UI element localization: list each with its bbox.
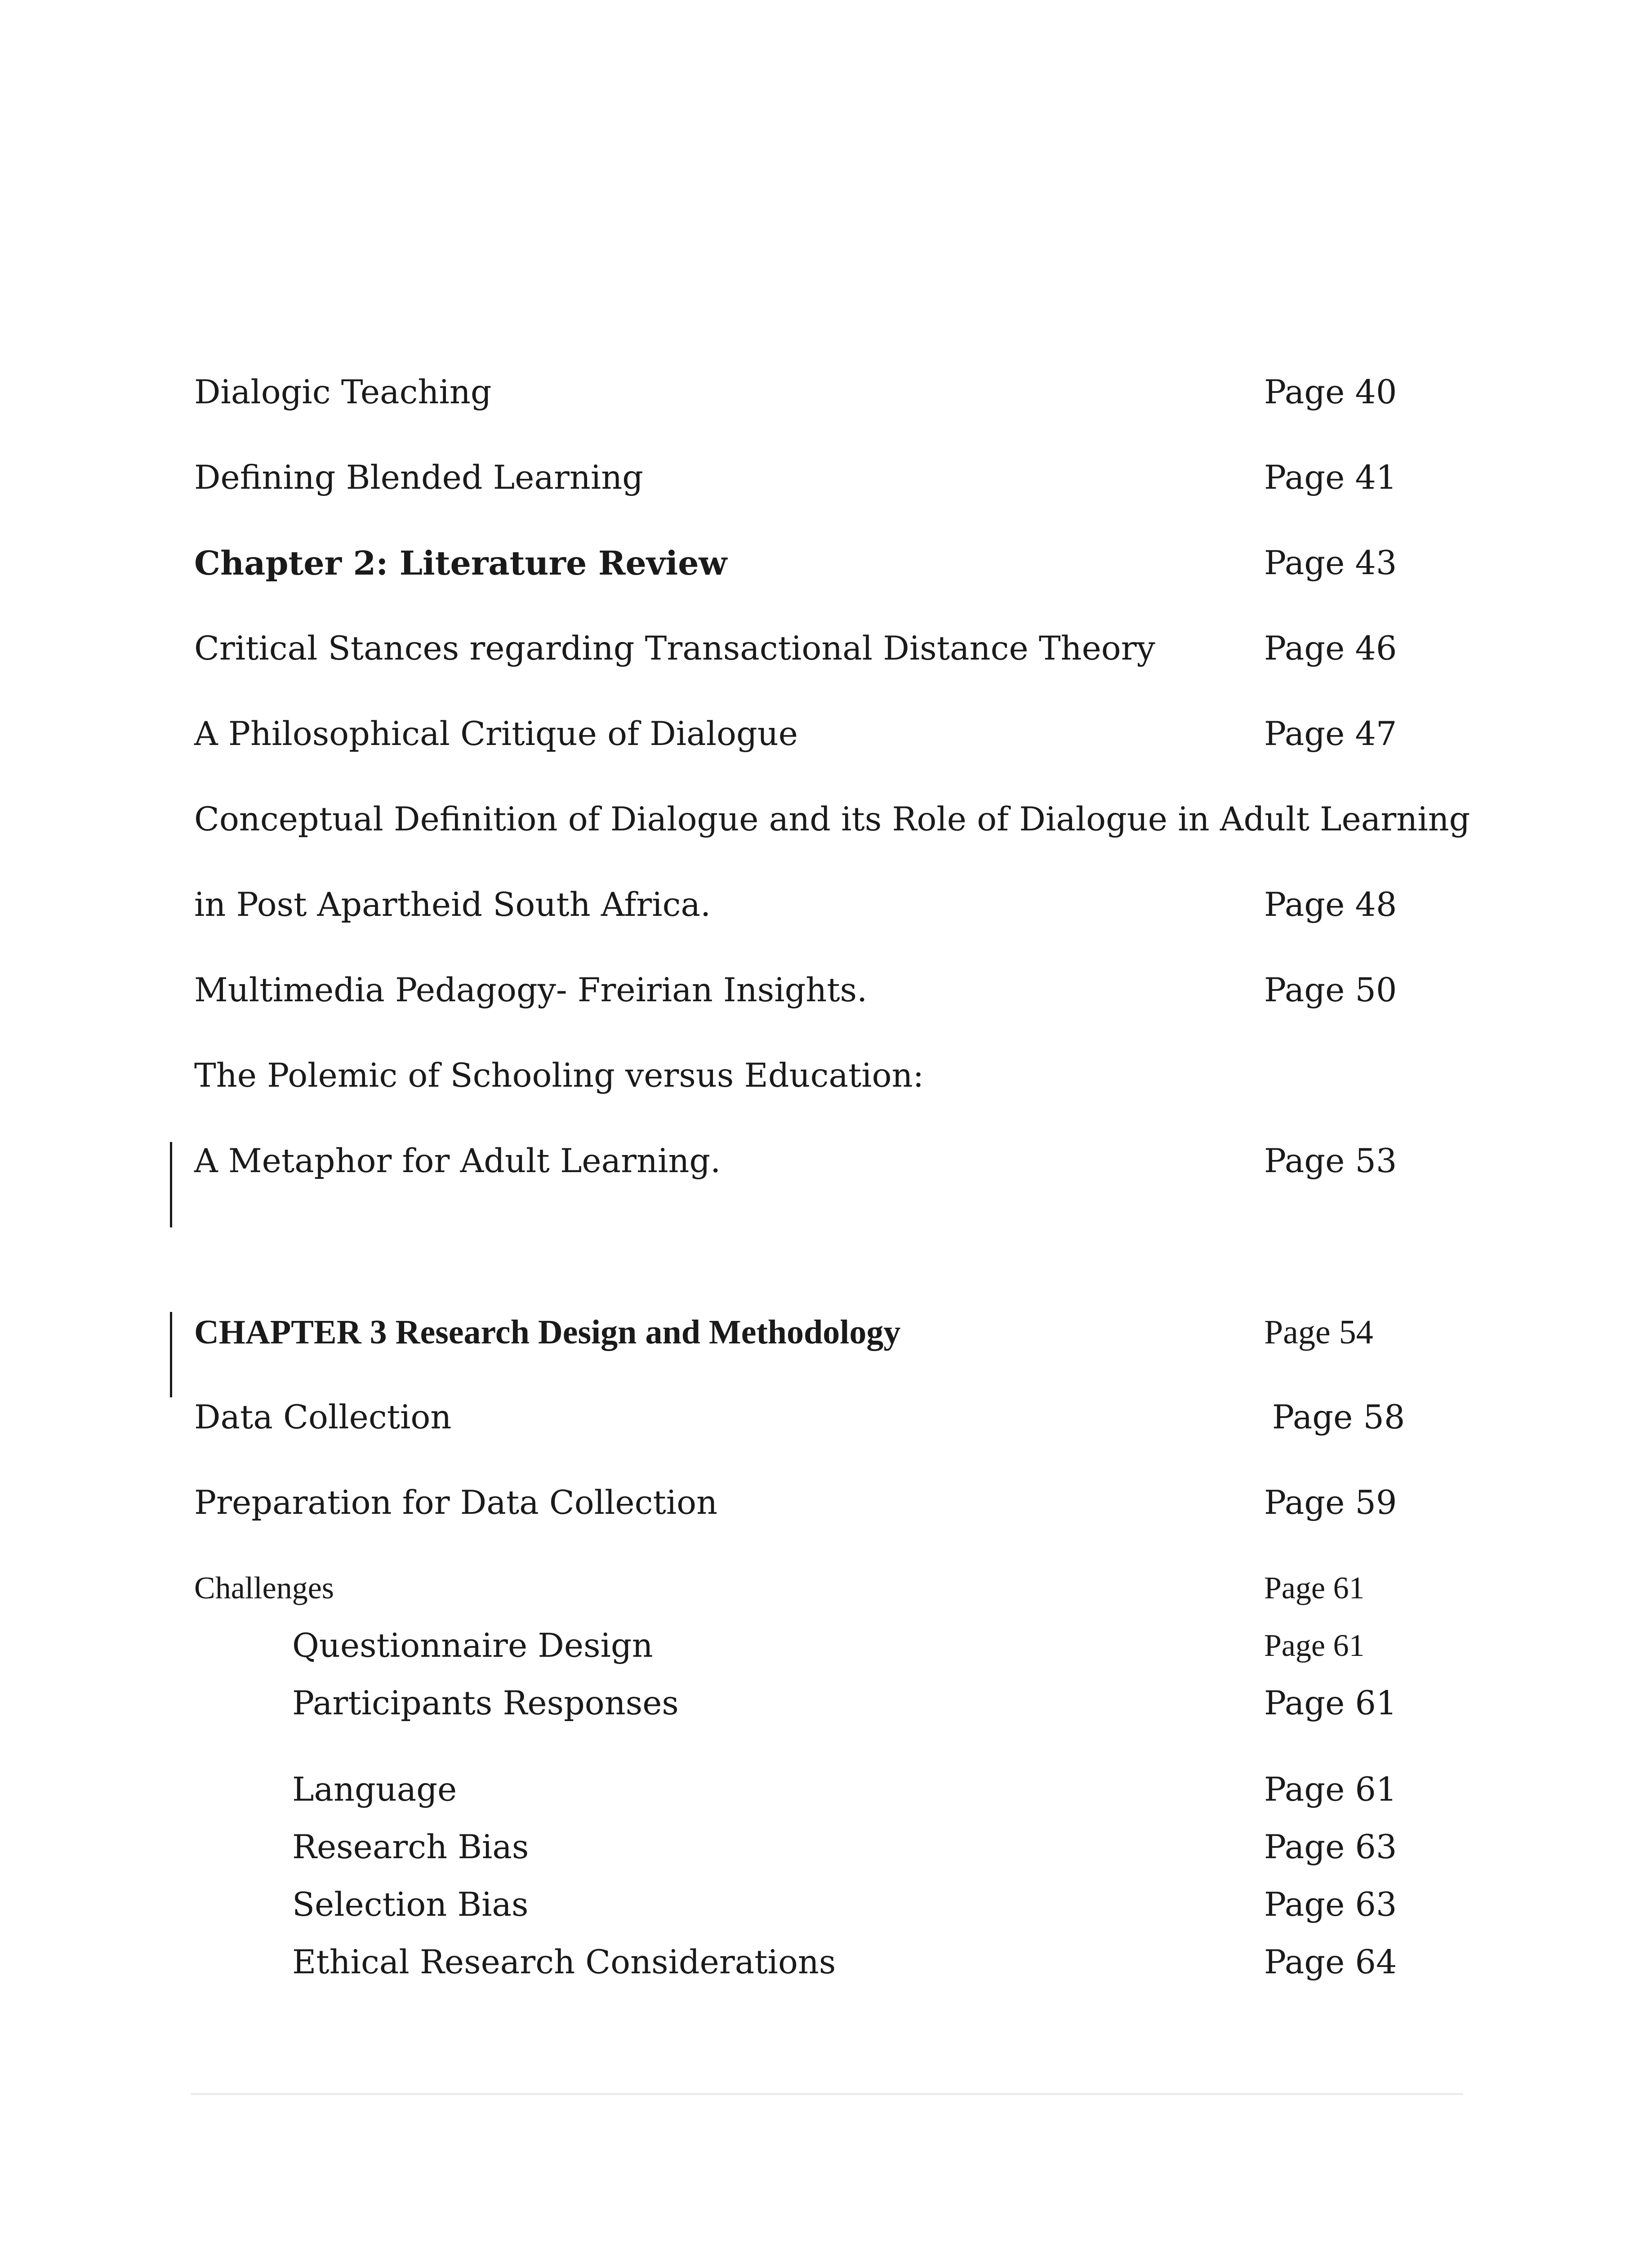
toc-entry: [194, 1051, 1390, 1101]
toc-entry-page: Page 64: [1264, 1943, 1397, 1981]
toc-entry: [194, 709, 1397, 759]
toc-entry-page: Page 53: [1264, 1142, 1397, 1180]
toc-entry-page: Page 54: [1264, 1313, 1373, 1351]
toc-entry-title: Defining Blended Learning: [194, 459, 644, 497]
change-bar: [170, 1142, 172, 1227]
toc-entry-page: Page 61: [1264, 1771, 1397, 1809]
change-bar: [170, 1312, 172, 1397]
toc-entry-page: Page 40: [1264, 373, 1397, 411]
toc-entry-page: Page 59: [1264, 1484, 1397, 1522]
toc-entry-page: Page 61: [1264, 1571, 1365, 1606]
toc-entry-page: Page 50: [1264, 971, 1397, 1009]
toc-entry-page: Page 63: [1264, 1886, 1397, 1924]
toc-entry-title: Preparation for Data Collection: [194, 1484, 718, 1522]
toc-subentry: [194, 1765, 1397, 1815]
toc-entry: [194, 966, 1397, 1015]
footer-divider: [191, 2093, 1463, 2095]
toc-entry-title: Challenges: [194, 1571, 334, 1606]
toc-entry-page: Page 61: [1264, 1628, 1365, 1663]
toc-chapter-heading: [194, 539, 1397, 588]
toc-entry-title: Participants Responses: [292, 1684, 679, 1722]
toc-entry-page: Page 47: [1264, 715, 1397, 753]
toc-subentry: [194, 1880, 1397, 1930]
toc-entry-title: Critical Stances regarding Transactional Distance Theory: [194, 629, 1155, 668]
toc-entry-title: Questionnaire Design: [292, 1627, 653, 1665]
toc-entry: [194, 624, 1397, 674]
toc-entry-title: Ethical Research Considerations: [292, 1943, 836, 1981]
toc-subentry: [194, 1823, 1397, 1872]
toc-entry-title: Research Bias: [292, 1828, 529, 1866]
toc-entry-title: Data Collection: [194, 1398, 452, 1436]
toc-entry-title: A Philosophical Critique of Dialogue: [194, 715, 798, 753]
toc-entry-title: in Post Apartheid South Africa.: [194, 886, 711, 924]
toc-entry-page: Page 61: [1264, 1684, 1397, 1722]
toc-entry: [194, 1564, 1390, 1613]
toc-entry: [194, 795, 1470, 844]
toc-subentry: [194, 1621, 1390, 1671]
toc-entry: [194, 1137, 1397, 1186]
toc-chapter-heading: [194, 1307, 1390, 1357]
toc-entry: [194, 453, 1397, 503]
toc-entry-page: Page 41: [1264, 459, 1397, 497]
toc-entry-title: Language: [292, 1771, 457, 1809]
toc-entry-title: Chapter 2: Literature Review: [194, 544, 727, 583]
toc-entry-title: Selection Bias: [292, 1886, 529, 1924]
toc-entry-page: Page 58: [1272, 1398, 1405, 1436]
toc-entry: [194, 368, 1397, 417]
toc-entry-page: Page 63: [1264, 1828, 1397, 1866]
toc-entry: [194, 1478, 1397, 1528]
toc-entry: [194, 880, 1397, 930]
toc-entry-title: Dialogic Teaching: [194, 373, 492, 411]
toc-entry-page: Page 43: [1264, 544, 1397, 582]
toc-entry-title: A Metaphor for Adult Learning.: [194, 1142, 721, 1180]
toc-entry-title: Multimedia Pedagogy- Freirian Insights.: [194, 971, 868, 1009]
toc-entry-page: Page 48: [1264, 886, 1397, 924]
toc-subentry: [194, 1938, 1397, 1987]
toc-entry-title: Conceptual Definition of Dialogue and its Role of Dialogue in Adult Learning: [194, 800, 1470, 839]
toc-entry: [194, 1393, 1405, 1442]
toc-entry-title: CHAPTER 3 Research Design and Methodology: [194, 1313, 901, 1351]
toc-entry-title: The Polemic of Schooling versus Education:: [194, 1057, 924, 1095]
toc-entry-page: Page 46: [1264, 629, 1397, 668]
toc-subentry: [194, 1679, 1397, 1728]
